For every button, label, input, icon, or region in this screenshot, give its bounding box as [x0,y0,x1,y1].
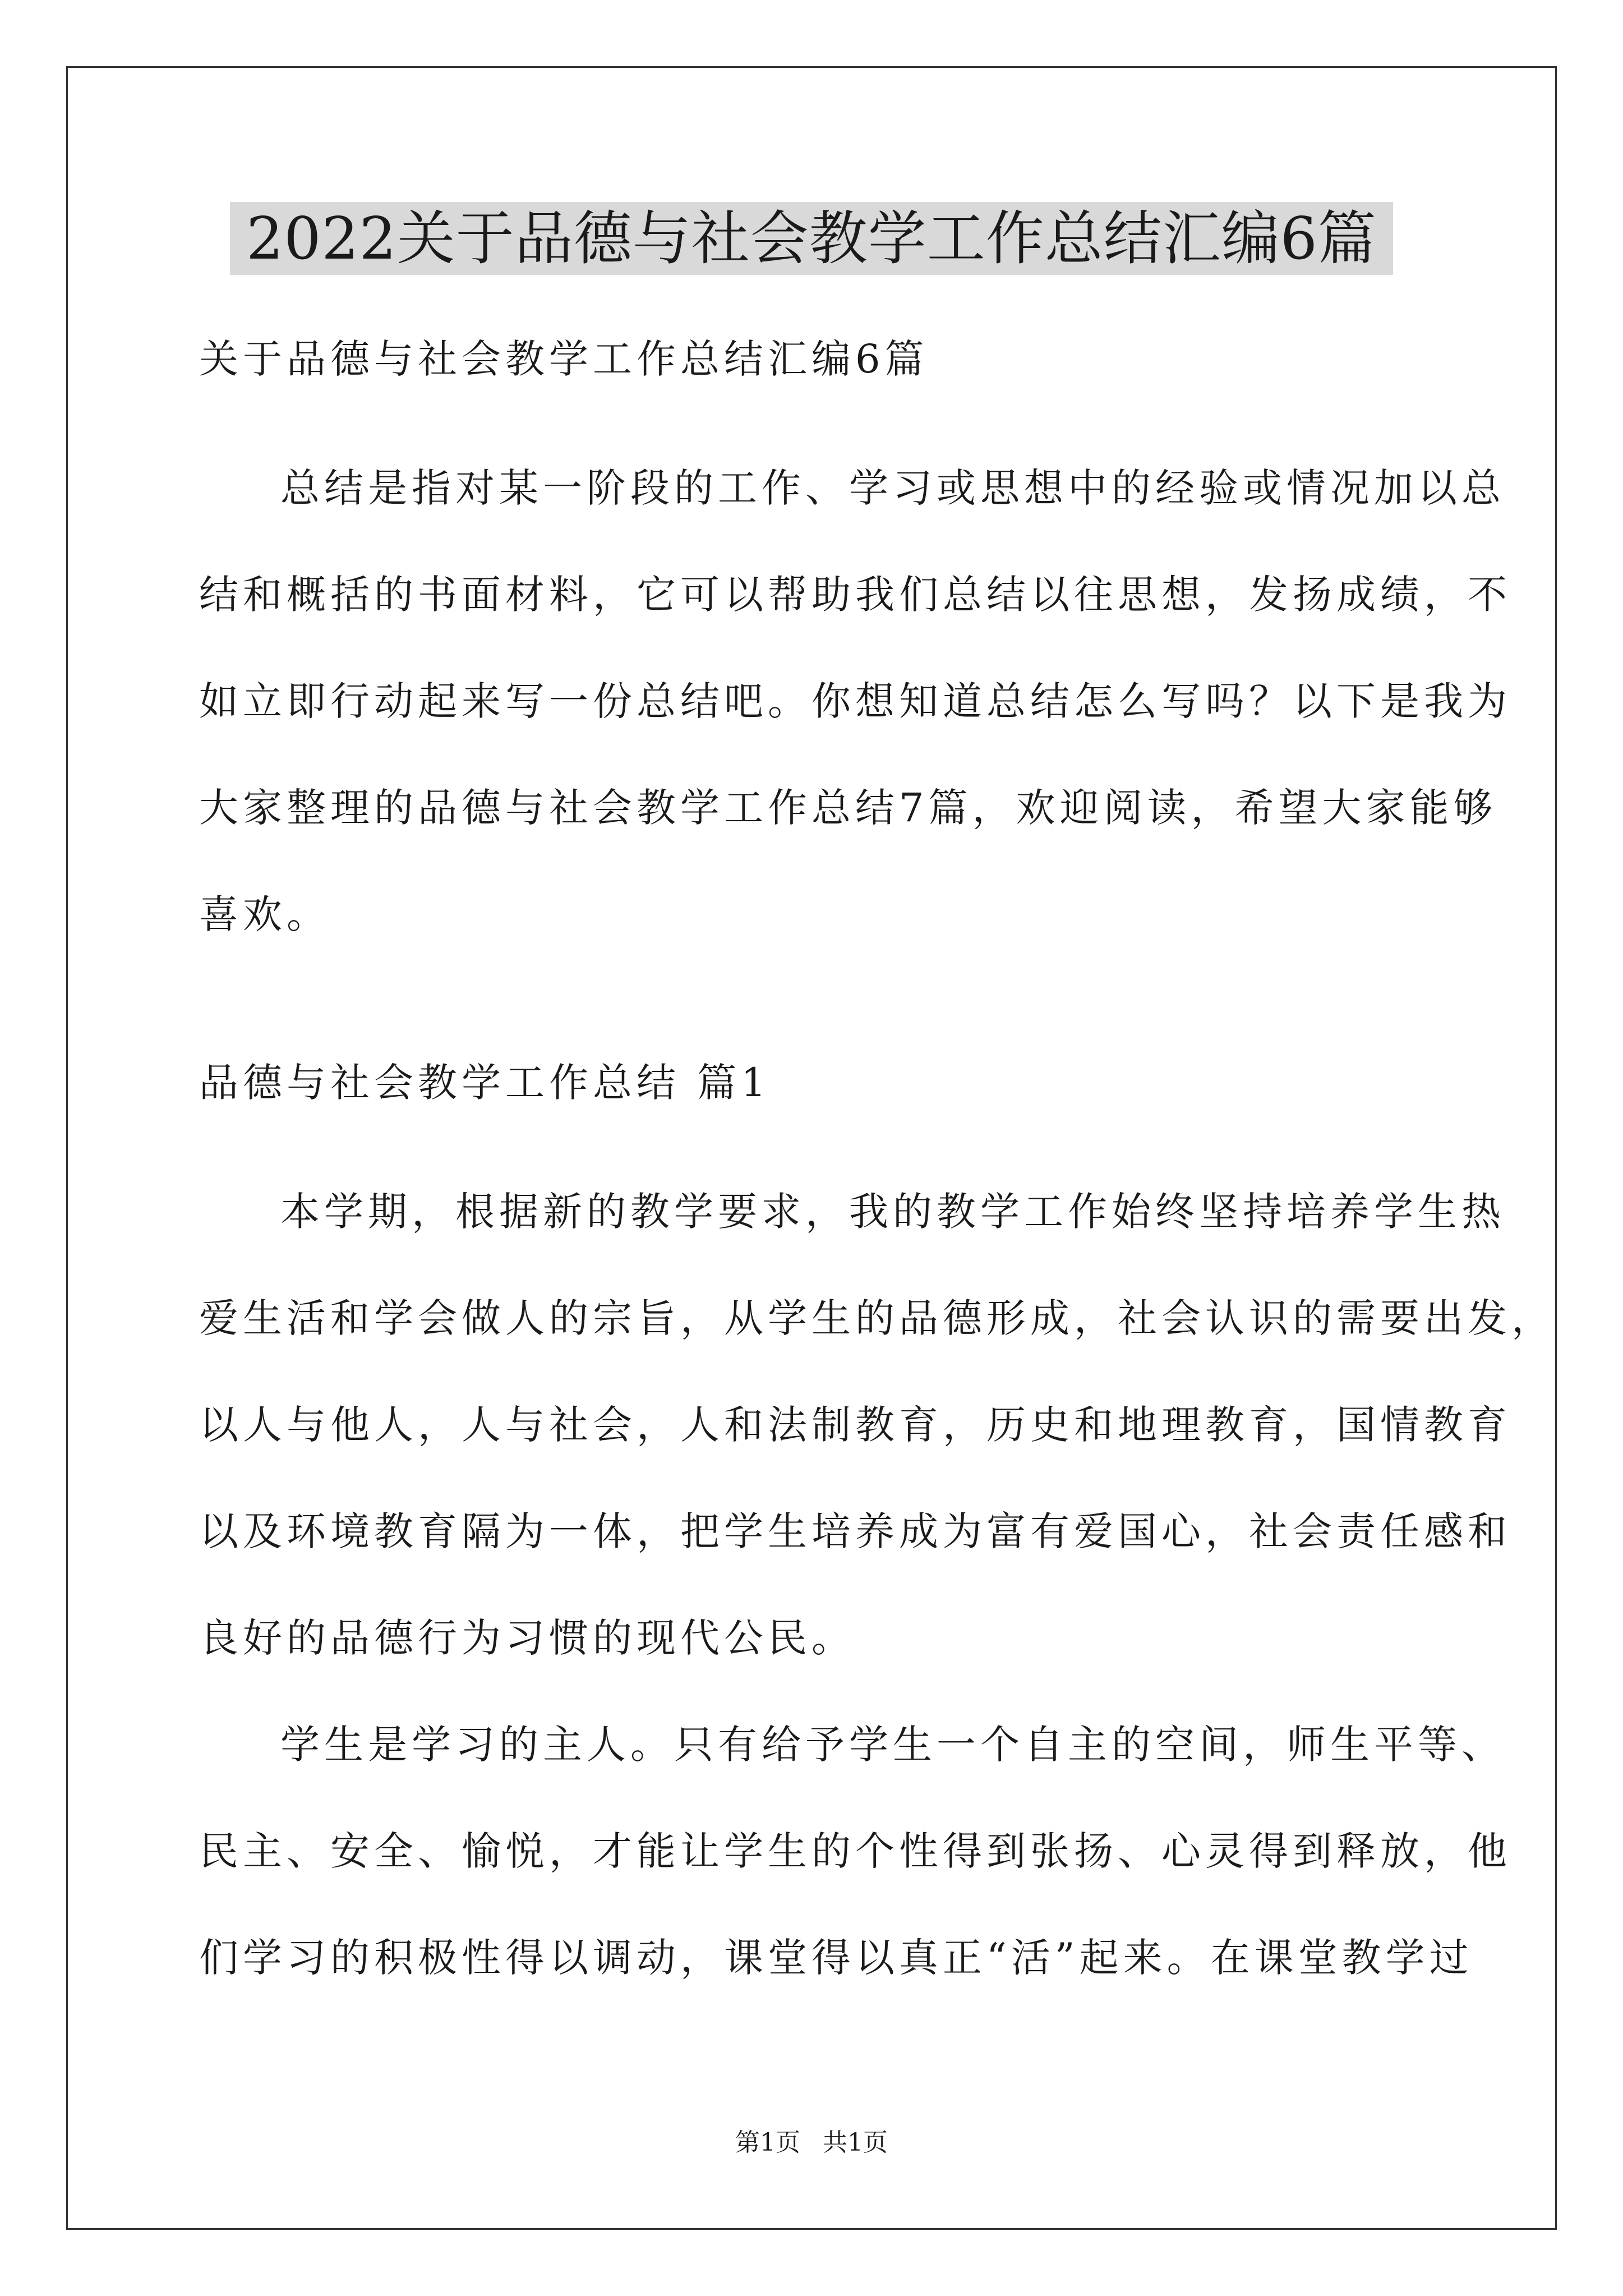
intro-line: 喜欢。 [199,891,330,937]
page-total: 共1页 [823,2128,888,2157]
paragraph-line: 本学期，根据新的教学要求，我的教学工作始终坚持培养学生热 [280,1189,1505,1235]
page-number: 第1页 [735,2128,800,2157]
intro-line: 如立即行动起来写一份总结吧。你想知道总结怎么写吗？以下是我为 [199,678,1511,724]
paragraph-line: 以及环境教育隔为一体，把学生培养成为富有爱国心，社会责任感和 [199,1508,1511,1554]
paragraph-line: 们学习的积极性得以调动，课堂得以真正“活”起来。在课堂教学过 [199,1935,1473,1981]
document-subtitle: 关于品德与社会教学工作总结汇编6篇 [199,336,929,382]
document-title: 2022关于品德与社会教学工作总结汇编6篇 [230,202,1393,275]
paragraph-line: 爱生活和学会做人的宗旨，从学生的品德形成，社会认识的需要出发， [199,1295,1555,1341]
paragraph-line: 良好的品德行为习惯的现代公民。 [199,1615,855,1661]
paragraph-line: 民主、安全、愉悦，才能让学生的个性得到张扬、心灵得到释放，他 [199,1828,1511,1874]
page-border [66,66,1557,2230]
intro-line: 大家整理的品德与社会教学工作总结7篇，欢迎阅读，希望大家能够 [199,785,1497,831]
intro-line: 结和概括的书面材料，它可以帮助我们总结以往思想，发扬成绩，不 [199,572,1511,618]
section-heading: 品德与社会教学工作总结 篇1 [199,1060,771,1106]
intro-line: 总结是指对某一阶段的工作、学习或思想中的经验或情况加以总 [280,465,1505,511]
paragraph-line: 学生是学习的主人。只有给予学生一个自主的空间，师生平等、 [280,1722,1505,1768]
page-footer [0,2126,1623,2160]
paragraph-line: 以人与他人，人与社会，人和法制教育，历史和地理教育，国情教育 [199,1402,1511,1448]
